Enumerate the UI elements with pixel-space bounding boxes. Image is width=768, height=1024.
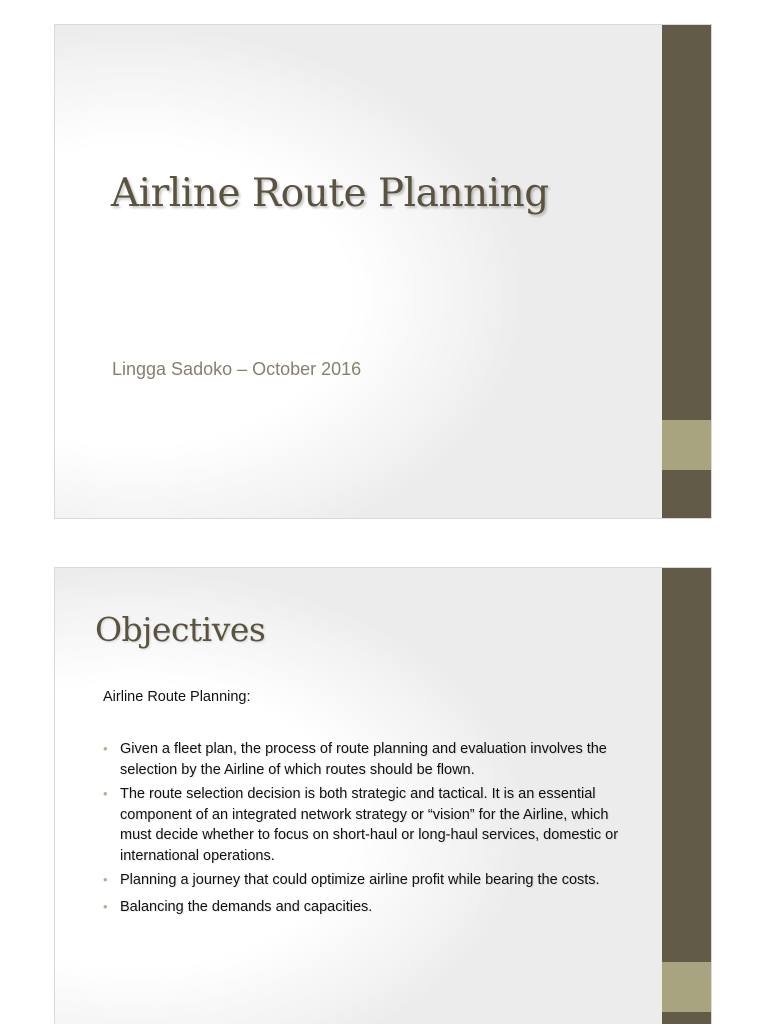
section-title: Objectives	[95, 610, 266, 649]
bullet-item	[103, 897, 633, 918]
bullet-item	[103, 870, 633, 891]
bullet-item	[103, 784, 633, 866]
bullet-icon: •	[103, 898, 108, 914]
slide-side-accent	[662, 962, 711, 1012]
bullet-icon: •	[103, 786, 108, 801]
slide-objectives	[54, 567, 712, 1024]
bullet-text: Given a fleet plan, the process of route planning and evaluation involves the selection by the Airline of which routes should be flown.	[120, 741, 607, 778]
slide-title-page	[54, 24, 712, 519]
slide-side-accent	[662, 420, 711, 470]
lead-text: Airline Route Planning:	[103, 689, 251, 705]
bullet-item	[103, 739, 633, 780]
bullet-text: Balancing the demands and capacities.	[120, 898, 373, 915]
slide-title: Airline Route Planning	[111, 171, 549, 216]
slide-subtitle: Lingga Sadoko – October 2016	[112, 359, 362, 379]
slide-side-bar	[662, 568, 711, 1024]
bullet-icon: •	[103, 872, 108, 887]
bullet-list	[103, 739, 633, 921]
bullet-icon: •	[103, 741, 108, 756]
bullet-text: Planning a journey that could optimize airline profit while bearing the costs.	[120, 872, 600, 888]
bullet-text: The route selection decision is both strategic and tactical. It is an essential component of an integrated network strategy or “vision” for the Airline, which must decide whether to focus on short-haul or long-haul services, domestic or international operations.	[120, 786, 619, 864]
slide-side-bar	[662, 25, 711, 518]
